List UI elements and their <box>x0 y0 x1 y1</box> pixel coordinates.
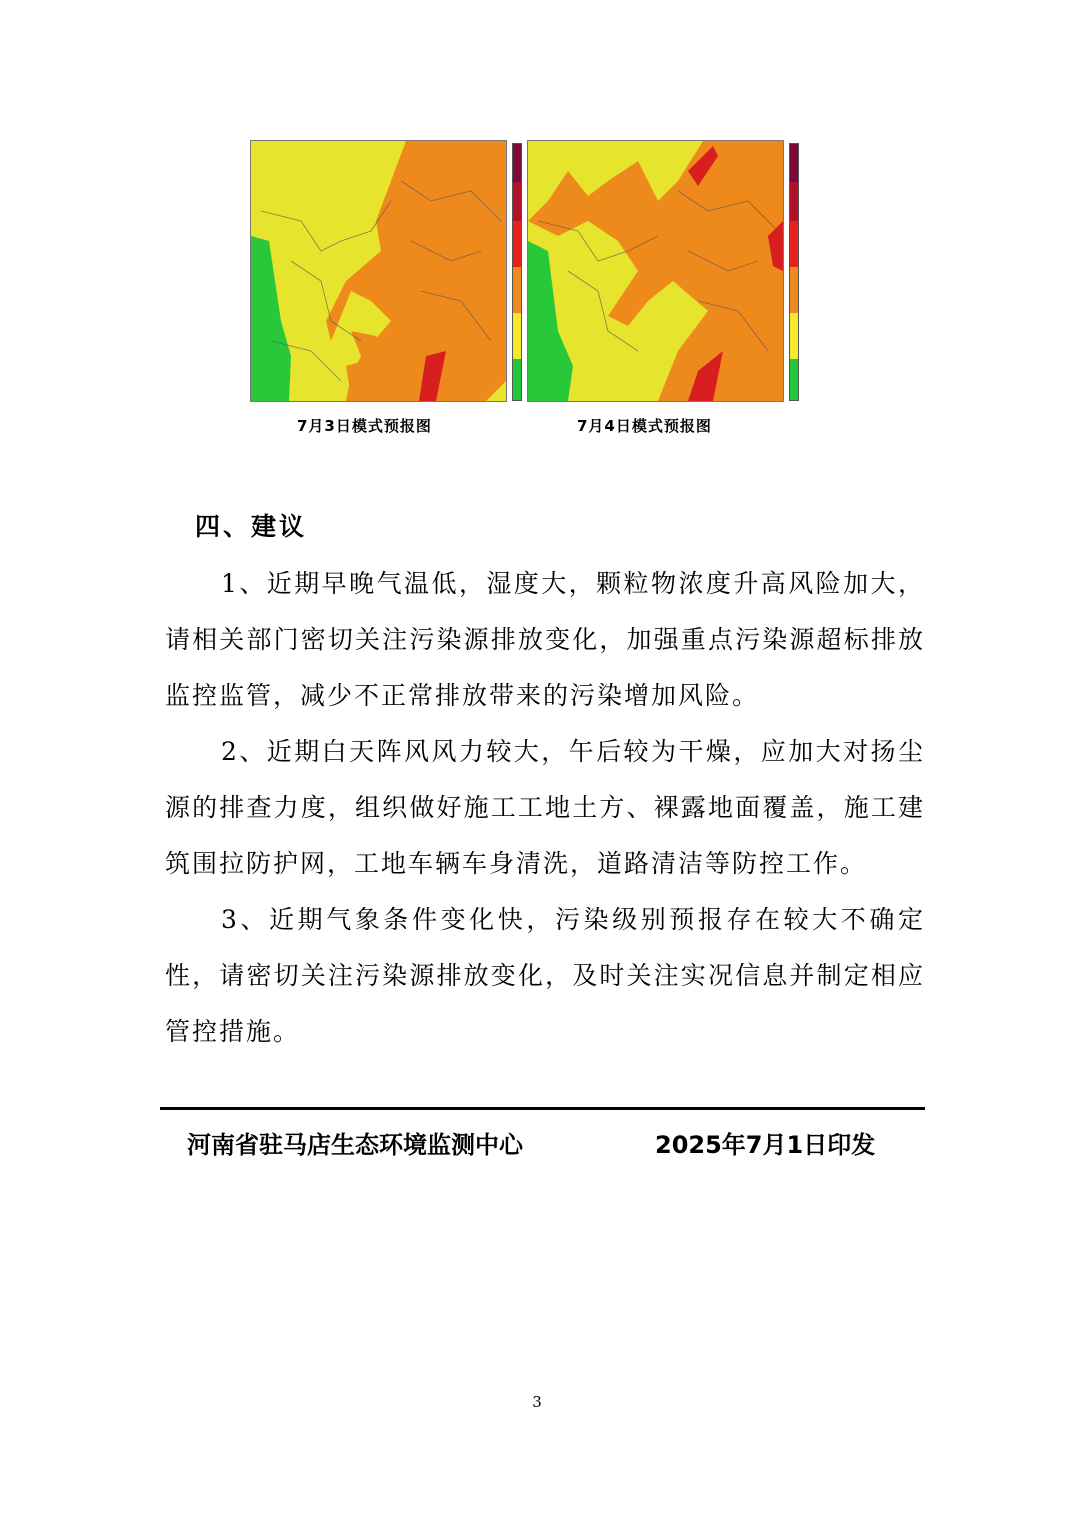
map-caption-july4: 7月4日模式预报图 <box>577 417 712 435</box>
footer-organization: 河南省驻马店生态环境监测中心 <box>187 1131 523 1159</box>
map-caption-july3: 7月3日模式预报图 <box>297 417 432 435</box>
forecast-map-july4 <box>527 140 784 402</box>
color-scale-july4 <box>789 143 799 401</box>
footer-issue-date: 2025年7月1日印发 <box>655 1131 876 1159</box>
footer-divider <box>160 1107 925 1110</box>
suggestion-paragraph-2: 2、近期白天阵风风力较大，午后较为干燥，应加大对扬尘源的排查力度，组织做好施工工地土方、裸露地面覆盖，施工建筑围拉防护网，工地车辆车身清洗，道路清洁等防控工作。 <box>165 737 925 878</box>
suggestion-paragraph-3: 3、近期气象条件变化快，污染级别预报存在较大不确定性，请密切关注污染源排放变化，及时关注实况信息并制定相应管控措施。 <box>165 905 925 1046</box>
suggestion-paragraph-1: 1、近期早晚气温低，湿度大，颗粒物浓度升高风险加大，请相关部门密切关注污染源排放变化，加强重点污染源超标排放监控监管，减少不正常排放带来的污染增加风险。 <box>165 569 925 710</box>
color-scale-july3 <box>512 143 522 401</box>
section-heading: 四、建议 <box>195 512 308 541</box>
forecast-map-july3 <box>250 140 507 402</box>
suggestion-list <box>165 556 925 1060</box>
page-number: 3 <box>532 1393 542 1411</box>
